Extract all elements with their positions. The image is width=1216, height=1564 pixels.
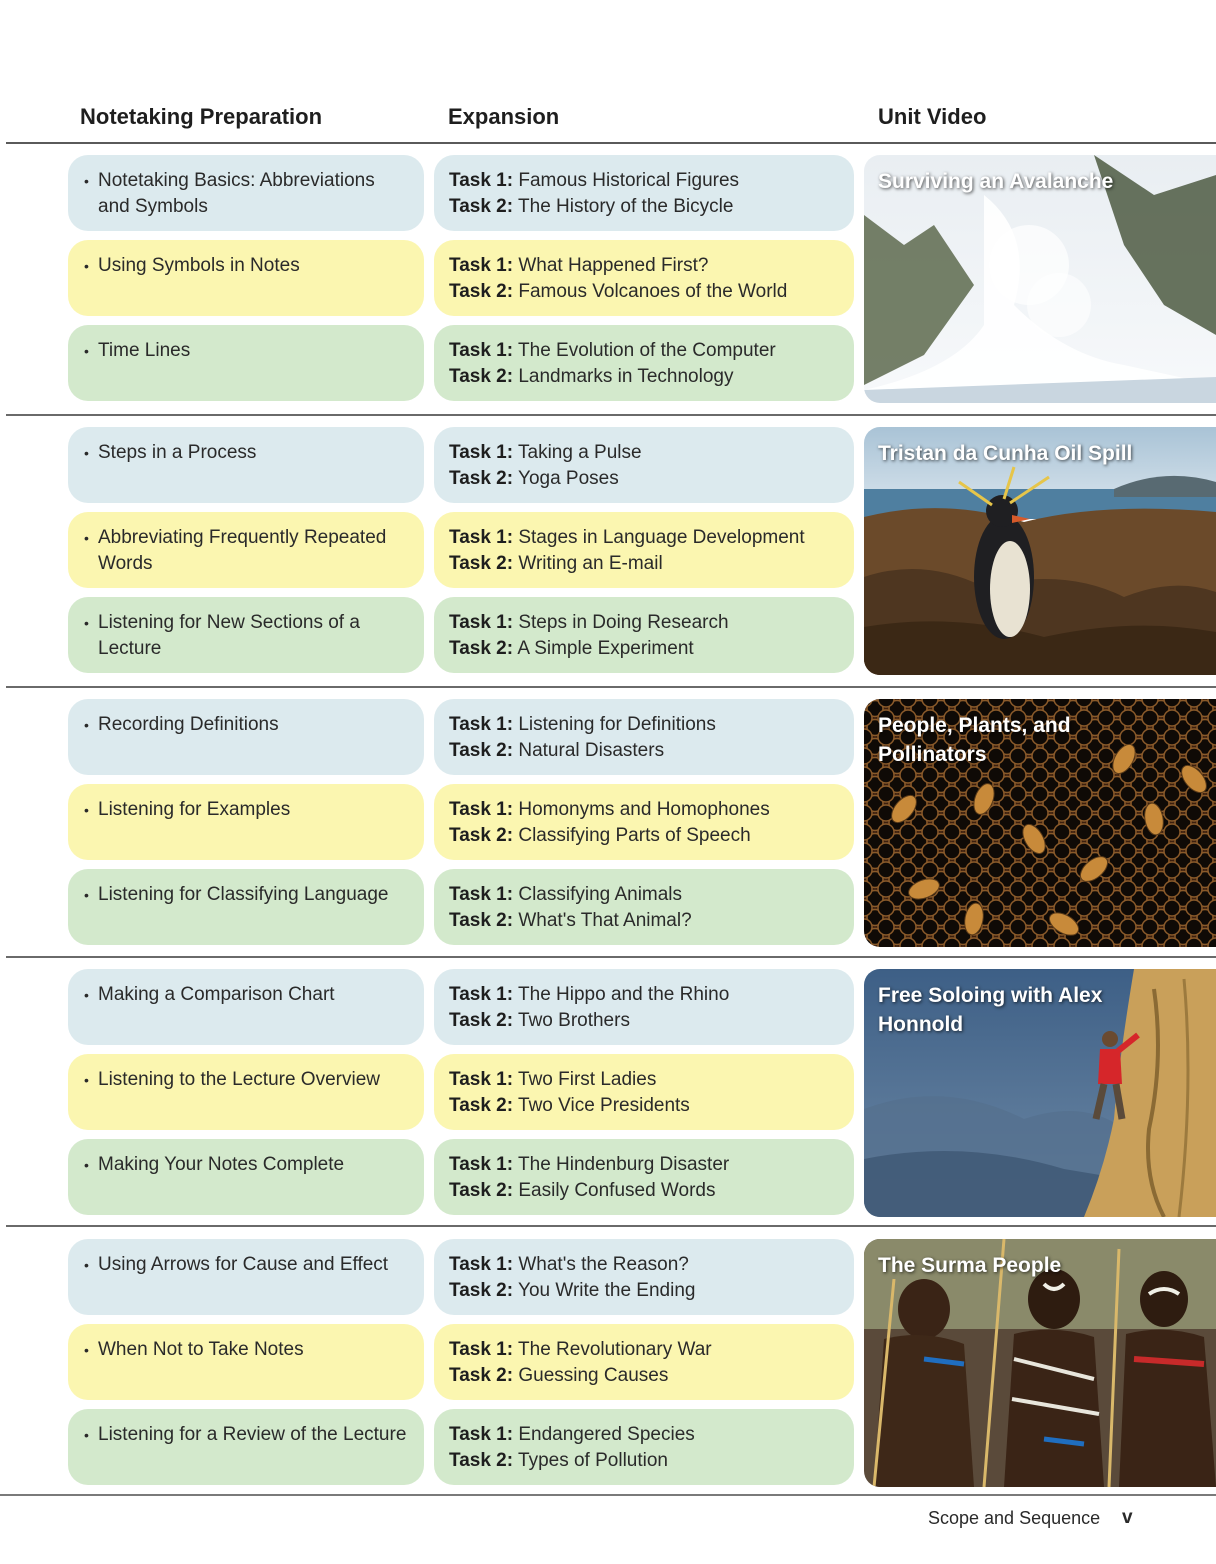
video-thumbnail-surma-people[interactable] xyxy=(864,1239,1216,1487)
unit-row-5 xyxy=(0,1239,1216,1509)
prep-item: Time Lines xyxy=(98,340,191,361)
task-label: Task 2: xyxy=(449,281,514,302)
task-title: A Simple Experiment xyxy=(517,638,694,659)
prep-item: Using Arrows for Cause and Effect xyxy=(98,1254,389,1275)
expansion-cell xyxy=(434,869,854,945)
expansion-cell xyxy=(434,1054,854,1130)
task-label: Task 1: xyxy=(449,340,514,361)
task-title: The Evolution of the Computer xyxy=(518,340,776,361)
unit-divider xyxy=(6,414,1216,416)
task-title: The Hindenburg Disaster xyxy=(518,1154,730,1175)
prep-item: Listening for Classifying Language xyxy=(98,884,389,905)
unit-divider xyxy=(6,686,1216,688)
video-thumbnail-tristan-da-cunha[interactable] xyxy=(864,427,1216,675)
unit-divider xyxy=(6,1225,1216,1227)
prep-cell xyxy=(68,1409,424,1485)
task-title: Classifying Parts of Speech xyxy=(518,825,751,846)
video-title: People, Plants, and Pollinators xyxy=(878,714,1071,766)
footer-divider xyxy=(0,1494,1216,1496)
task-title: Famous Volcanoes of the World xyxy=(518,281,788,302)
task-title: Landmarks in Technology xyxy=(518,366,734,387)
video-title: Free Soloing with Alex Honnold xyxy=(878,984,1103,1036)
expansion-cell xyxy=(434,1139,854,1215)
footer-section-title: Scope and Sequence xyxy=(928,1508,1101,1528)
task-label: Task 1: xyxy=(449,799,514,820)
bullet-glyph: • xyxy=(84,987,89,1003)
prep-cell xyxy=(68,784,424,860)
task-label: Task 1: xyxy=(449,984,514,1005)
expansion-cell xyxy=(434,969,854,1045)
task-label: Task 2: xyxy=(449,740,514,761)
expansion-cell xyxy=(434,597,854,673)
prep-cell xyxy=(68,1324,424,1400)
prep-item: Abbreviating Frequently Repeated Words xyxy=(98,527,387,574)
task-title: Classifying Animals xyxy=(518,884,683,905)
task-label: Task 1: xyxy=(449,612,514,633)
prep-cell xyxy=(68,155,424,231)
task-label: Task 1: xyxy=(449,1154,514,1175)
bullet-glyph: • xyxy=(84,615,89,631)
task-label: Task 2: xyxy=(449,638,514,659)
task-label: Task 2: xyxy=(449,1010,514,1031)
task-title: Two First Ladies xyxy=(518,1069,657,1090)
task-label: Task 1: xyxy=(449,1424,514,1445)
task-label: Task 2: xyxy=(449,1450,514,1471)
expansion-cell xyxy=(434,1409,854,1485)
prep-item: Recording Definitions xyxy=(98,714,279,735)
task-title: Stages in Language Development xyxy=(518,527,805,548)
expansion-cell xyxy=(434,699,854,775)
prep-item: When Not to Take Notes xyxy=(98,1339,304,1360)
bullet-glyph: • xyxy=(84,445,89,461)
bullet-glyph: • xyxy=(84,258,89,274)
expansion-cell xyxy=(434,427,854,503)
expansion-cell xyxy=(434,240,854,316)
task-title: Writing an E-mail xyxy=(518,553,663,574)
prep-item: Making Your Notes Complete xyxy=(98,1154,345,1175)
task-title: Taking a Pulse xyxy=(518,442,642,463)
expansion-cell xyxy=(434,1239,854,1315)
prep-cell xyxy=(68,427,424,503)
task-label: Task 1: xyxy=(449,255,514,276)
task-label: Task 2: xyxy=(449,1095,514,1116)
unit-row-2 xyxy=(0,427,1216,697)
task-title: What Happened First? xyxy=(518,255,709,276)
task-title: Easily Confused Words xyxy=(518,1180,716,1201)
task-title: What's the Reason? xyxy=(518,1254,689,1275)
task-label: Task 2: xyxy=(449,366,514,387)
task-label: Task 1: xyxy=(449,884,514,905)
task-label: Task 1: xyxy=(449,1069,514,1090)
task-label: Task 1: xyxy=(449,527,514,548)
task-label: Task 2: xyxy=(449,1365,514,1386)
prep-cell xyxy=(68,1139,424,1215)
expansion-cell xyxy=(434,325,854,401)
task-title: Types of Pollution xyxy=(518,1450,668,1471)
task-label: Task 2: xyxy=(449,196,514,217)
task-title: Homonyms and Homophones xyxy=(518,799,770,820)
bullet-glyph: • xyxy=(84,1427,89,1443)
prep-item: Notetaking Basics: Abbreviations and Symbols xyxy=(98,170,375,217)
task-title: Endangered Species xyxy=(518,1424,695,1445)
task-title: The Hippo and the Rhino xyxy=(518,984,730,1005)
task-label: Task 2: xyxy=(449,553,514,574)
prep-item: Listening for a Review of the Lecture xyxy=(98,1424,407,1445)
bullet-glyph: • xyxy=(84,887,89,903)
prep-item: Making a Comparison Chart xyxy=(98,984,335,1005)
prep-cell xyxy=(68,699,424,775)
prep-cell xyxy=(68,1054,424,1130)
video-title: Tristan da Cunha Oil Spill xyxy=(878,442,1133,465)
task-title: Two Vice Presidents xyxy=(518,1095,690,1116)
prep-cell xyxy=(68,869,424,945)
prep-item: Listening for New Sections of a Lecture xyxy=(98,612,360,659)
unit-row-1 xyxy=(0,155,1216,425)
bullet-glyph: • xyxy=(84,717,89,733)
page-number: v xyxy=(1122,1507,1133,1528)
header-divider xyxy=(6,142,1216,144)
task-title: Two Brothers xyxy=(518,1010,630,1031)
bullet-glyph: • xyxy=(84,1157,89,1173)
expansion-cell xyxy=(434,512,854,588)
bullet-glyph: • xyxy=(84,802,89,818)
prep-item: Steps in a Process xyxy=(98,442,257,463)
video-title: Surviving an Avalanche xyxy=(878,170,1114,193)
prep-cell xyxy=(68,240,424,316)
task-title: Yoga Poses xyxy=(518,468,619,489)
video-thumbnail-free-soloing[interactable] xyxy=(864,969,1216,1217)
expansion-cell xyxy=(434,1324,854,1400)
bullet-glyph: • xyxy=(84,1257,89,1273)
prep-cell xyxy=(68,969,424,1045)
column-header-unit-video: Unit Video xyxy=(878,104,987,129)
task-label: Task 1: xyxy=(449,170,514,191)
unit-row-4 xyxy=(0,969,1216,1239)
table-header xyxy=(0,104,1216,144)
task-label: Task 1: xyxy=(449,1339,514,1360)
prep-cell xyxy=(68,1239,424,1315)
task-label: Task 2: xyxy=(449,825,514,846)
task-label: Task 2: xyxy=(449,1280,514,1301)
task-label: Task 1: xyxy=(449,714,514,735)
task-title: Listening for Definitions xyxy=(518,714,716,735)
prep-cell xyxy=(68,512,424,588)
bullet-glyph: • xyxy=(84,1342,89,1358)
prep-item: Using Symbols in Notes xyxy=(98,255,300,276)
prep-cell xyxy=(68,325,424,401)
column-header-notetaking-preparation: Notetaking Preparation xyxy=(80,104,323,129)
bullet-glyph: • xyxy=(84,530,89,546)
task-title: The Revolutionary War xyxy=(518,1339,712,1360)
task-title: Natural Disasters xyxy=(518,740,665,761)
unit-row-3 xyxy=(0,699,1216,969)
task-title: The History of the Bicycle xyxy=(518,196,734,217)
task-title: Guessing Causes xyxy=(518,1365,669,1386)
prep-item: Listening to the Lecture Overview xyxy=(98,1069,380,1090)
task-label: Task 2: xyxy=(449,1180,514,1201)
bullet-glyph: • xyxy=(84,173,89,189)
bullet-glyph: • xyxy=(84,343,89,359)
prep-item: Listening for Examples xyxy=(98,799,291,820)
expansion-cell xyxy=(434,784,854,860)
task-title: You Write the Ending xyxy=(518,1280,696,1301)
task-label: Task 2: xyxy=(449,910,514,931)
column-header-expansion: Expansion xyxy=(448,104,560,129)
prep-cell xyxy=(68,597,424,673)
task-label: Task 2: xyxy=(449,468,514,489)
expansion-cell xyxy=(434,155,854,231)
task-title: What's That Animal? xyxy=(518,910,692,931)
video-title: The Surma People xyxy=(878,1254,1062,1277)
video-thumbnail-pollinators[interactable] xyxy=(864,699,1216,947)
task-label: Task 1: xyxy=(449,1254,514,1275)
task-label: Task 1: xyxy=(449,442,514,463)
video-thumbnail-avalanche[interactable] xyxy=(864,155,1216,403)
unit-divider xyxy=(6,956,1216,958)
task-title: Steps in Doing Research xyxy=(518,612,729,633)
task-title: Famous Historical Figures xyxy=(518,170,740,191)
bullet-glyph: • xyxy=(84,1072,89,1088)
